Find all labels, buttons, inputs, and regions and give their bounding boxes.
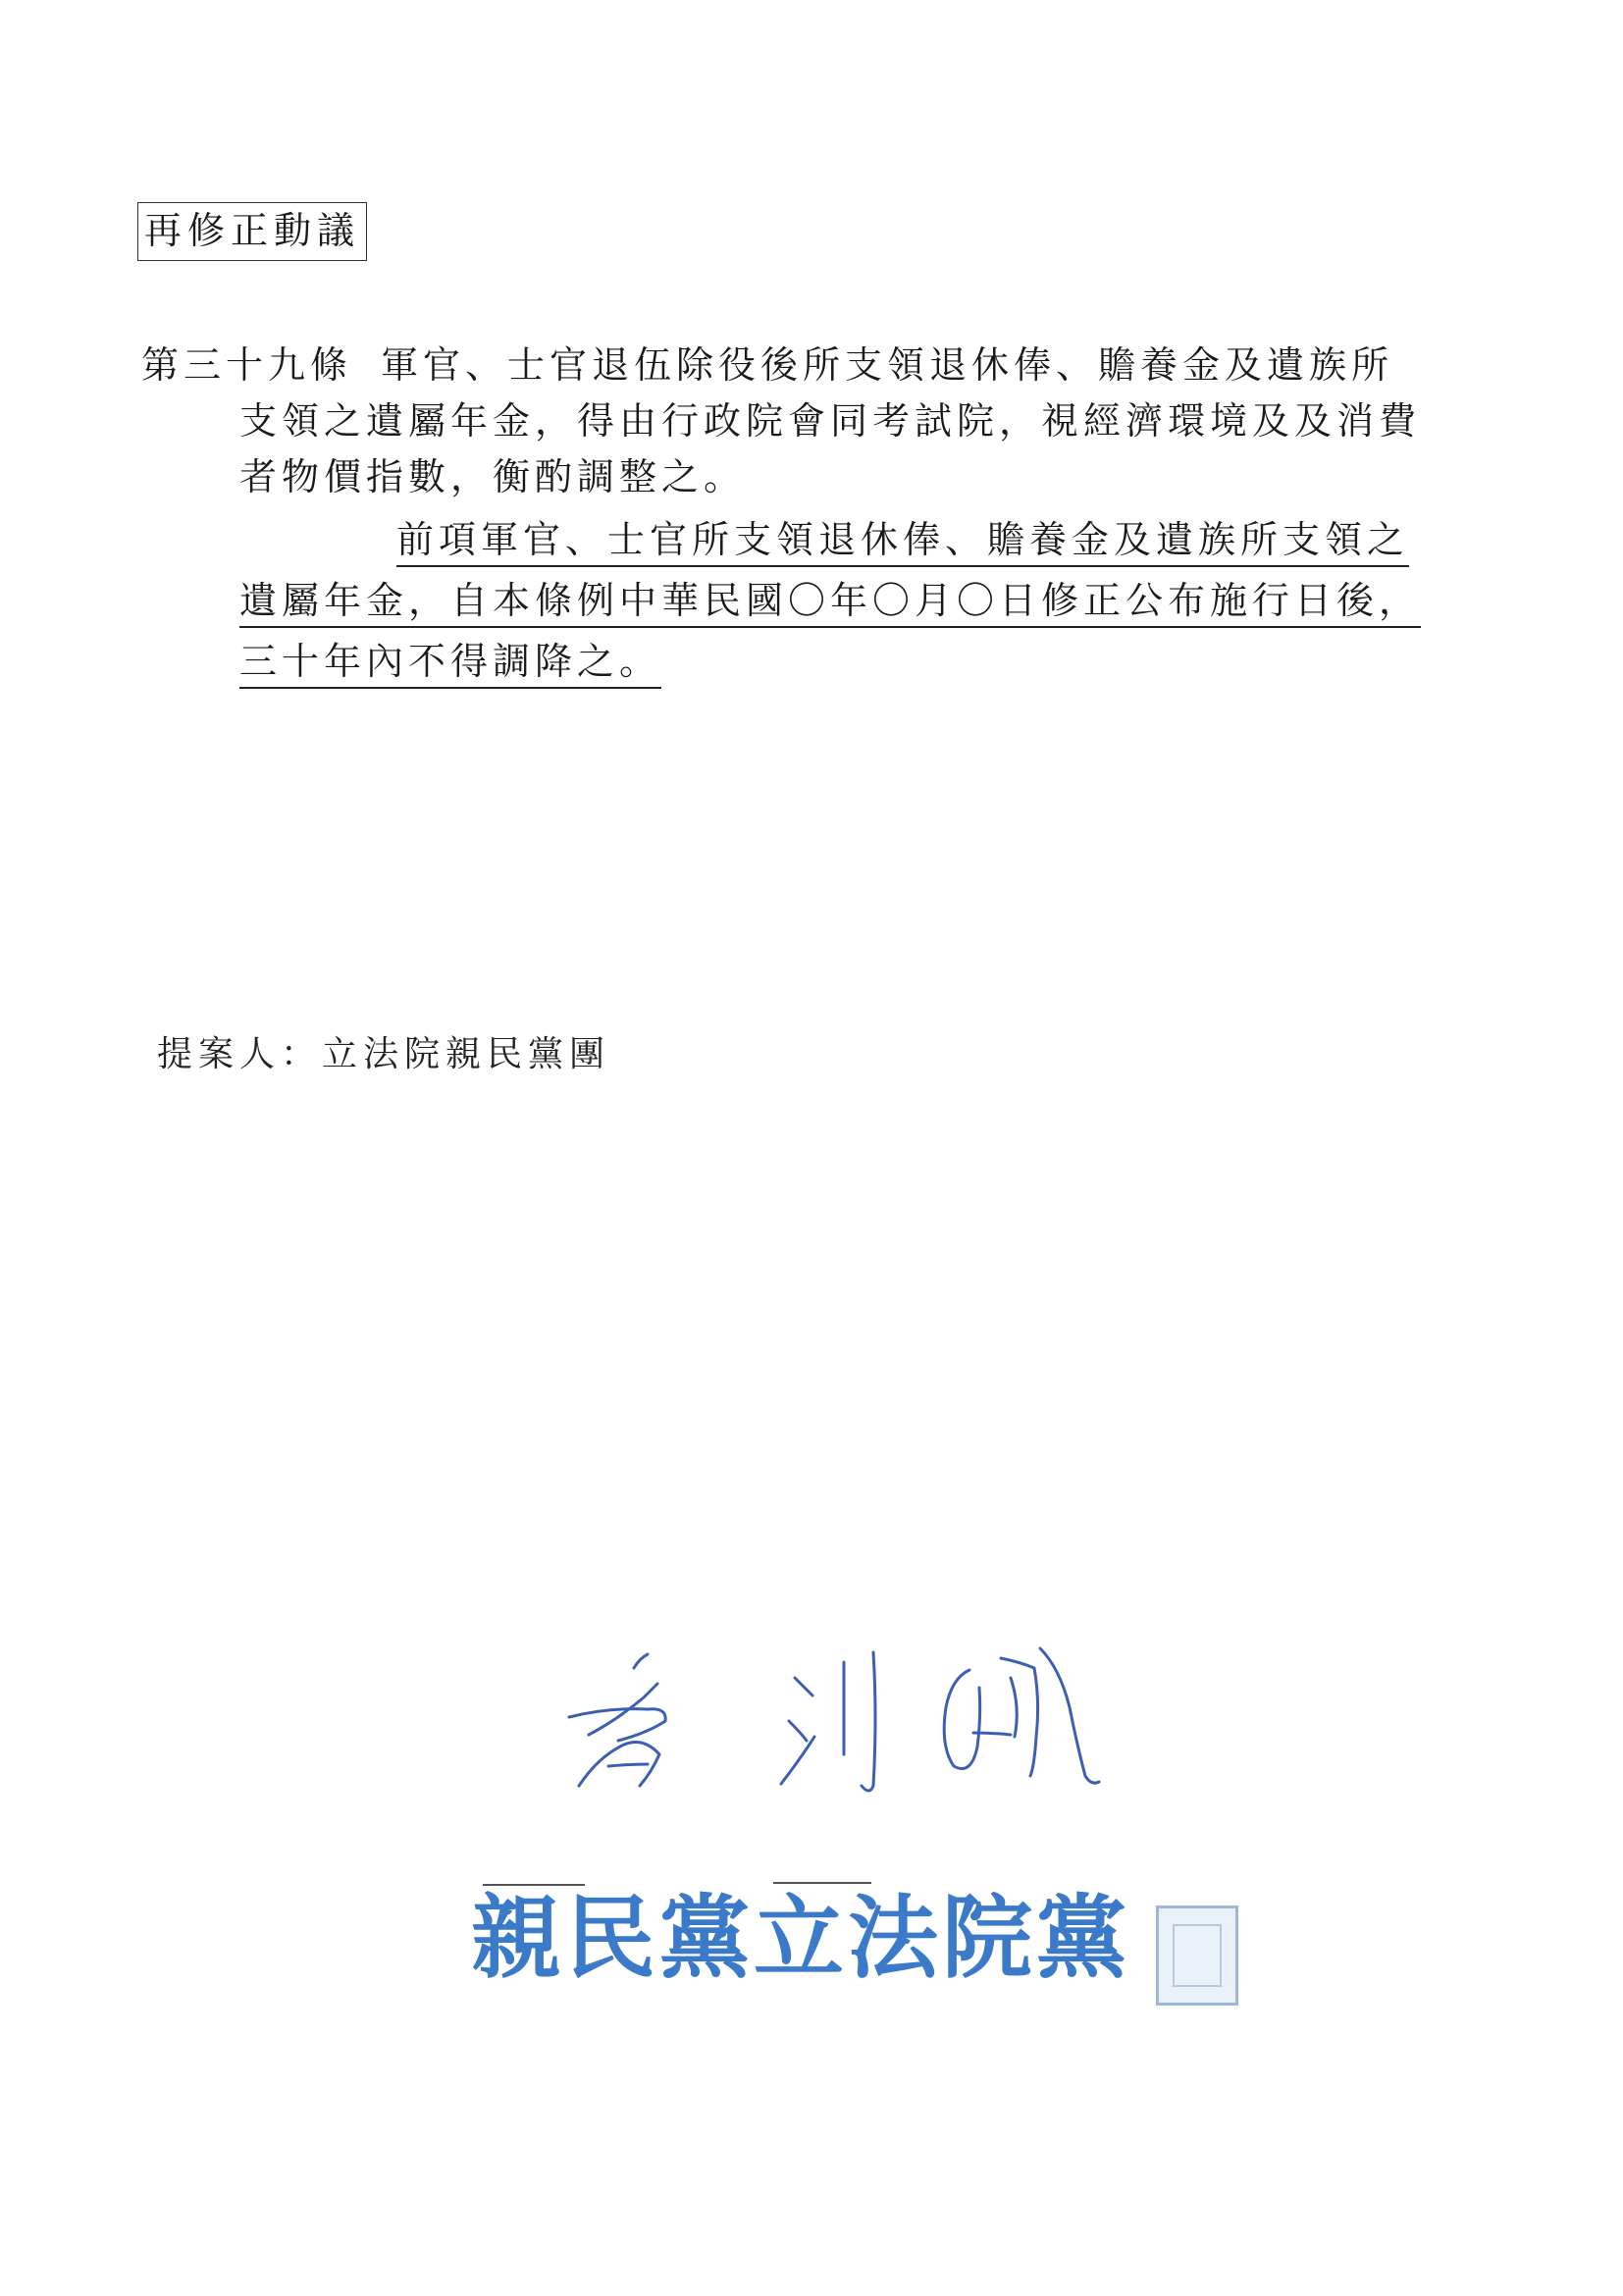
paragraph2-line2: 遺屬年金，自本條例中華民國〇年〇月〇日修正公布施行日後， bbox=[239, 579, 1421, 628]
proposer-line: 提案人：立法院親民黨團 bbox=[157, 1034, 611, 1074]
party-caucus-stamp: 親民黨立法院黨 bbox=[471, 1885, 1131, 1991]
paragraph1-line3: 者物價指數，衡酌調整之。 bbox=[239, 455, 747, 498]
document-type-label: 再修正動議 bbox=[137, 202, 367, 261]
paragraph2-line1: 前項軍官、士官所支領退休俸、贍養金及遺族所支領之 bbox=[396, 518, 1409, 567]
paragraph2-line3: 三十年內不得調降之。 bbox=[239, 640, 661, 689]
seal-mark bbox=[1156, 1905, 1238, 2006]
paragraph1-line2: 支領之遺屬年金，得由行政院會同考試院，視經濟環境及及消費 bbox=[239, 399, 1422, 443]
handwritten-signature bbox=[550, 1639, 1158, 1796]
paragraph1-line1: 軍官、士官退伍除役後所支領退休俸、贍養金及遺族所 bbox=[381, 343, 1394, 387]
article-number: 第三十九條 bbox=[141, 343, 353, 387]
